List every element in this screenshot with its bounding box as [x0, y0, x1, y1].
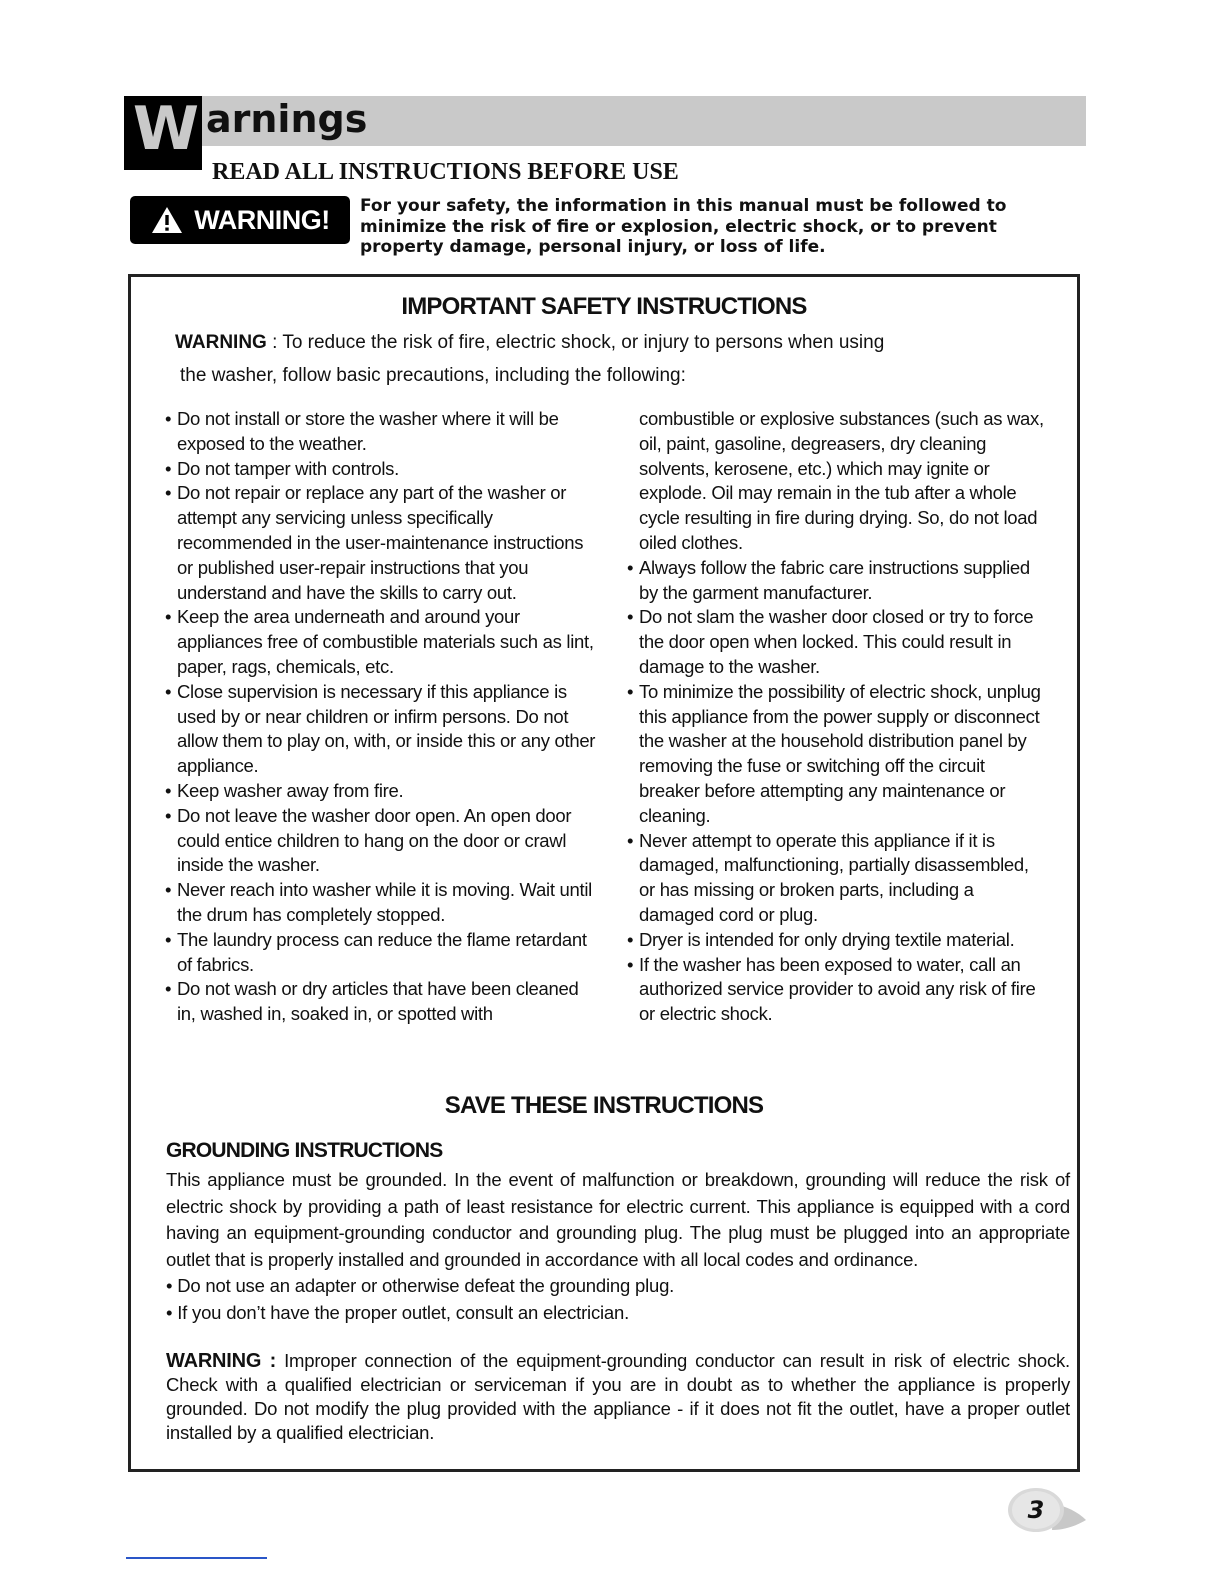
- important-safety-title: IMPORTANT SAFETY INSTRUCTIONS: [401, 293, 807, 320]
- warning-badge: [130, 196, 350, 244]
- list-item: • Dryer is intended for only drying textile material.: [627, 928, 1045, 953]
- grounding-title: GROUNDING INSTRUCTIONS: [166, 1139, 443, 1162]
- list-item: • Do not tamper with controls.: [165, 457, 601, 482]
- grounding-section: [166, 1167, 1070, 1326]
- header-big-letter: W: [132, 94, 194, 164]
- grounding-bullet: • Do not use an adapter or otherwise defeat the grounding plug.: [166, 1275, 675, 1296]
- list-item: • Never attempt to operate this appliance if it is damaged, malfunctioning, partially disassembled, or has missing or broken parts, including a damaged cord or plug.: [627, 829, 1045, 928]
- lead-warning-label: WARNING: [175, 332, 267, 353]
- list-item: • To minimize the possibility of electric shock, unplug this appliance from the power supply or disconnect the washer at the household distribution panel by removing the fuse or switching off the circuit breaker before attempting any maintenance or cleaning.: [627, 680, 1045, 829]
- grounding-bullet: • If you don’t have the proper outlet, consult an electrician.: [166, 1301, 630, 1323]
- grounding-warning-text: Improper connection of the equipment-grounding conductor can result in risk of electric shock. Check with a qualified electrician or serviceman if you are in doubt as to whether the appliance is properly grounded. Do not modify the plug provided with the appliance - if it does not fit the outlet, have a proper outlet installed by a qualified electrician.: [166, 1350, 1071, 1443]
- right-column: [627, 407, 1045, 1027]
- list-item: • Do not slam the washer door closed or try to force the door open when locked. This could result in damage to the washer.: [627, 605, 1045, 679]
- read-all-heading: READ ALL INSTRUCTIONS BEFORE USE: [212, 159, 679, 185]
- right-bullet-list: [627, 556, 1045, 1027]
- list-item: • Do not repair or replace any part of the washer or attempt any servicing unless specifically recommended in the user-maintenance instructions or published user-repair instructions that you understand and have the skills to carry out.: [165, 481, 601, 605]
- page-title: arnings: [206, 97, 368, 141]
- list-item: • Do not leave the washer door open. An open door could entice children to hang on the door or crawl inside the washer.: [165, 804, 601, 878]
- grounding-body: This appliance must be grounded. In the event of malfunction or breakdown, grounding will reduce the risk of electric shock by providing a path of least resistance for electric current. This appliance is equipped with a cord having an equipment-grounding conductor and grounding plug. The plug must be plugged into an appropriate outlet that is properly installed and grounded in accordance with all local codes and ordinance.: [166, 1169, 1070, 1270]
- list-item: • Keep washer away from fire.: [165, 779, 601, 804]
- left-column: [165, 407, 601, 1027]
- grounding-warning-label: WARNING :: [166, 1350, 277, 1372]
- list-item: • If the washer has been exposed to water, call an authorized service provider to avoid any risk of fire or electric shock.: [627, 953, 1045, 1027]
- list-item: • Do not install or store the washer where it will be exposed to the weather.: [165, 407, 601, 457]
- page-number: 3: [1027, 1496, 1045, 1524]
- right-continuation-text: combustible or explosive substances (such as wax, oil, paint, gasoline, degreasers, dry cleaning solvents, kerosene, etc.) which may ignite or explode. Oil may remain in the tub after a whole cycle resulting in fire during drying. So, do not load oiled clothes.: [639, 408, 1044, 553]
- grounding-warning: [166, 1349, 1070, 1445]
- lead-line-1: [175, 326, 884, 359]
- lead-line-2: the washer, follow basic precautions, including the following:: [180, 365, 686, 386]
- warning-badge-label: WARNING!: [194, 204, 330, 235]
- list-item: • Never reach into washer while it is moving. Wait until the drum has completely stopped.: [165, 878, 601, 928]
- list-item: • Close supervision is necessary if this appliance is used by or near children or infirm persons. Do not allow them to play on, with, or inside this or any other appliance.: [165, 680, 601, 779]
- grounding-bullet-text: Do not use an adapter or otherwise defeat the grounding plug.: [177, 1275, 675, 1296]
- save-instructions-title: SAVE THESE INSTRUCTIONS: [444, 1092, 764, 1119]
- warning-triangle-icon: [150, 205, 184, 235]
- footer-link-line: [126, 1557, 267, 1559]
- left-bullet-list: [165, 407, 601, 1027]
- lead-line-1-text: : To reduce the risk of fire, electric shock, or injury to persons when using: [266, 332, 885, 353]
- safety-instructions-box: [128, 274, 1080, 1472]
- list-item: • Do not wash or dry articles that have been cleaned in, washed in, soaked in, or spotted with: [165, 977, 601, 1027]
- warning-intro-text: For your safety, the information in this manual must be followed to minimize the risk of fire or explosion, electric shock, or to prevent property damage, personal injury, or loss of life.: [360, 196, 1007, 257]
- list-item: • The laundry process can reduce the flame retardant of fabrics.: [165, 928, 601, 978]
- list-item: • Always follow the fabric care instructions supplied by the garment manufacturer.: [627, 556, 1045, 606]
- grounding-bullet-text: If you don’t have the proper outlet, consult an electrician.: [177, 1301, 630, 1323]
- list-item: • Keep the area underneath and around your appliances free of combustible materials such as lint, paper, rags, chemicals, etc.: [165, 605, 601, 679]
